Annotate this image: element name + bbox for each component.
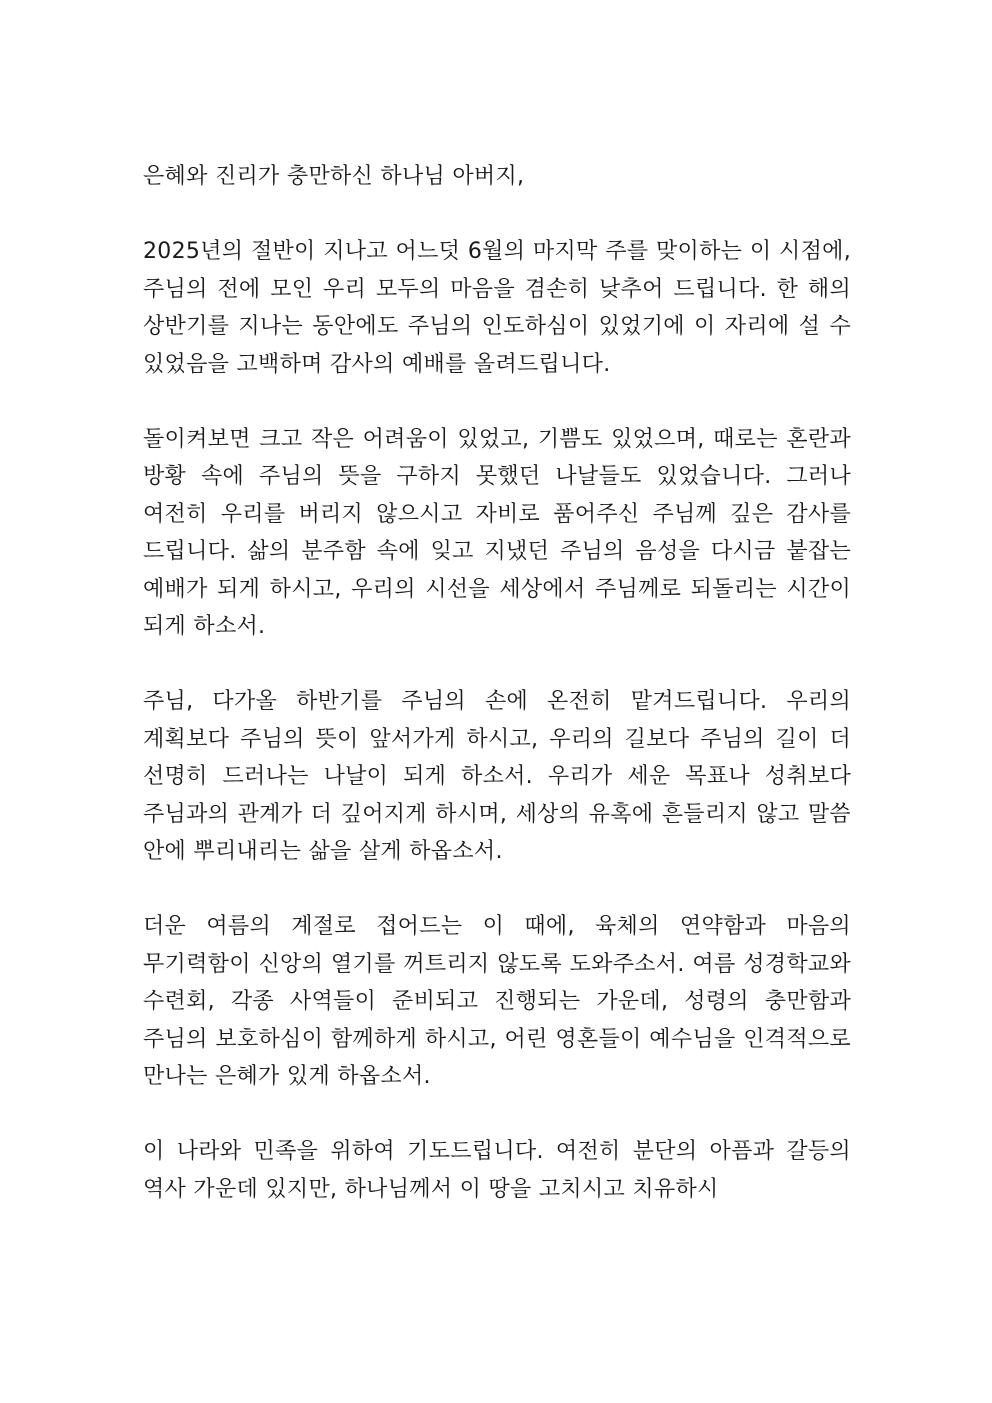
- paragraph-2: 돌이켜보면 크고 작은 어려움이 있었고, 기쁨도 있었으며, 때로는 혼란과 방황 속에 주님의 뜻을 구하지 못했던 나날들도 있었습니다. 그러나 여전히 우리를 버리지 않으시고 자비로 품어주신 주님께 깊은 감사를 드립니다. 삶의 분주함 속에 잊고 지냈던 주님의 음성을 다시금 붙잡는 예배가 되게 하시고, 우리의 시선을 세상에서 주님께로 되돌리는 시간이 되게 하소서.: [143, 426, 851, 639]
- paragraph-5: 이 나라와 민족을 위하여 기도드립니다. 여전히 분단의 아픔과 갈등의 역사 가운데 있지만, 하나님께서 이 땅을 고치시고 치유하시: [143, 1139, 851, 1202]
- greeting-line: 은혜와 진리가 충만하신 하나님 아버지,: [143, 164, 525, 189]
- paragraph-4: 더운 여름의 계절로 접어드는 이 때에, 육체의 연약함과 마음의 무기력함이 신앙의 열기를 꺼트리지 않도록 도와주소서. 여름 성경학교와 수련회, 각종 사역들이 준비되고 진행되는 가운데, 성령의 충만함과 주님의 보호하심이 함께하게 하시고, 어린 영혼들이 예수님을 인격적으로 만나는 은혜가 있게 하옵소서.: [143, 914, 851, 1089]
- paragraph-1: 2025년의 절반이 지나고 어느덧 6월의 마지막 주를 맞이하는 이 시점에, 주님의 전에 모인 우리 모두의 마음을 겸손히 낮추어 드립니다. 한 해의 상반기를 지나는 동안에도 주님의 인도하심이 있었기에 이 자리에 설 수 있었음을 고백하며 감사의 예배를 올려드립니다.: [143, 239, 851, 377]
- paragraph-3: 주님, 다가올 하반기를 주님의 손에 온전히 맡겨드립니다. 우리의 계획보다 주님의 뜻이 앞서가게 하시고, 우리의 길보다 주님의 길이 더 선명히 드러나는 나날이 되게 하소서. 우리가 세운 목표나 성취보다 주님과의 관계가 더 깊어지게 하시며, 세상의 유혹에 흔들리지 않고 말씀 안에 뿌리내리는 삶을 살게 하옵소서.: [143, 689, 851, 864]
- prayer-text: [143, 158, 851, 1246]
